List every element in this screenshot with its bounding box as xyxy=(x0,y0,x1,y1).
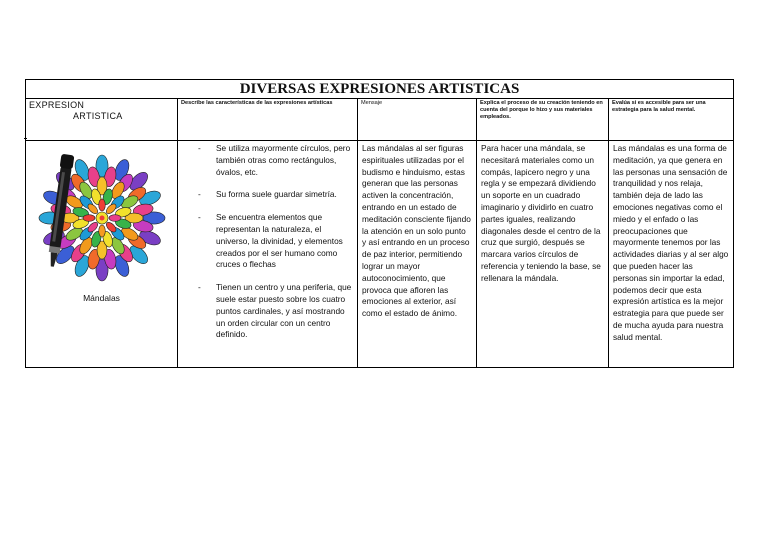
evalua-cell: Las mándalas es una forma de meditación, ya que genera en las personas una sensación de tranquilidad y nos relaja, también deja de lado las emociones negativas como el miedo y el enfado o las preocupaciones que mayormente tenemos por las actividades diarias y al ser algo que pueden hacer las personas sin importar la edad, podemos decir que esta expresión artística es la mejor estrategia para que puede ser de mucha ayuda para nuestra salud mental. xyxy=(609,141,734,368)
header-expresion-line2: ARTISTICA xyxy=(73,111,123,121)
header-evalua: Evalúa si es accesible para ser una estrategia para la salud mental. xyxy=(609,99,734,141)
header-expresion xyxy=(26,99,178,141)
mandala-cell xyxy=(26,141,178,368)
list-item: - Su forma suele guardar simetría. xyxy=(198,189,337,200)
characteristics-cell xyxy=(178,141,358,368)
list-item: - Se encuentra elementos que representan la naturaleza, el universo, la divinidad, y elementos creados por el ser humano como cruces o flechas xyxy=(198,212,343,270)
header-expresion-line1: EXPRESION xyxy=(29,100,85,110)
list-item: - Tienen un centro y una periferia, que suele estar puesto sobre los cuatro puntos cardinales, y así mostrando un orden circular con un centro definido. xyxy=(198,282,352,340)
characteristics-list xyxy=(182,143,353,341)
mandala-caption: Mándalas xyxy=(83,293,120,303)
mandala-image xyxy=(31,145,173,291)
header-explica: Explica el proceso de su creación teniendo en cuenta del porque lo hizo y sus materiales empleados. xyxy=(477,99,609,141)
expressions-table xyxy=(25,79,734,368)
explica-cell: Para hacer una mándala, se necesitará materiales como un compás, lapicero negro y una regla y se empezará dividiendo un soporte en un cuadrado imaginario y dividirlo en cuatro partes iguales, realizando diagonales desde el centro de la cruz que surgió, después se marcara varios círculos de referencia y teniendo la base, se rellenara la mándala. xyxy=(477,141,609,368)
list-item: - Se utiliza mayormente círculos, pero también otras como rectángulos, óvalos, etc. xyxy=(198,143,351,177)
table-title: DIVERSAS EXPRESIONES ARTISTICAS xyxy=(26,80,734,99)
header-describe: Describe las características de las expresiones artísticas xyxy=(178,99,358,141)
mensaje-cell: Las mándalas al ser figuras espirituales utilizadas por el budismo e hinduismo, estas generan que las personas activen la concentración, entrando en un estado de meditación consciente fijando la atención en un solo punto y así entrando en un proceso de paz interior, permitiendo lograr un mayor autoconocimiento, que provoca que afloren las emociones al exterior, así como el estado de ánimo. xyxy=(358,141,477,368)
header-mensaje: Mensaje xyxy=(358,99,477,141)
